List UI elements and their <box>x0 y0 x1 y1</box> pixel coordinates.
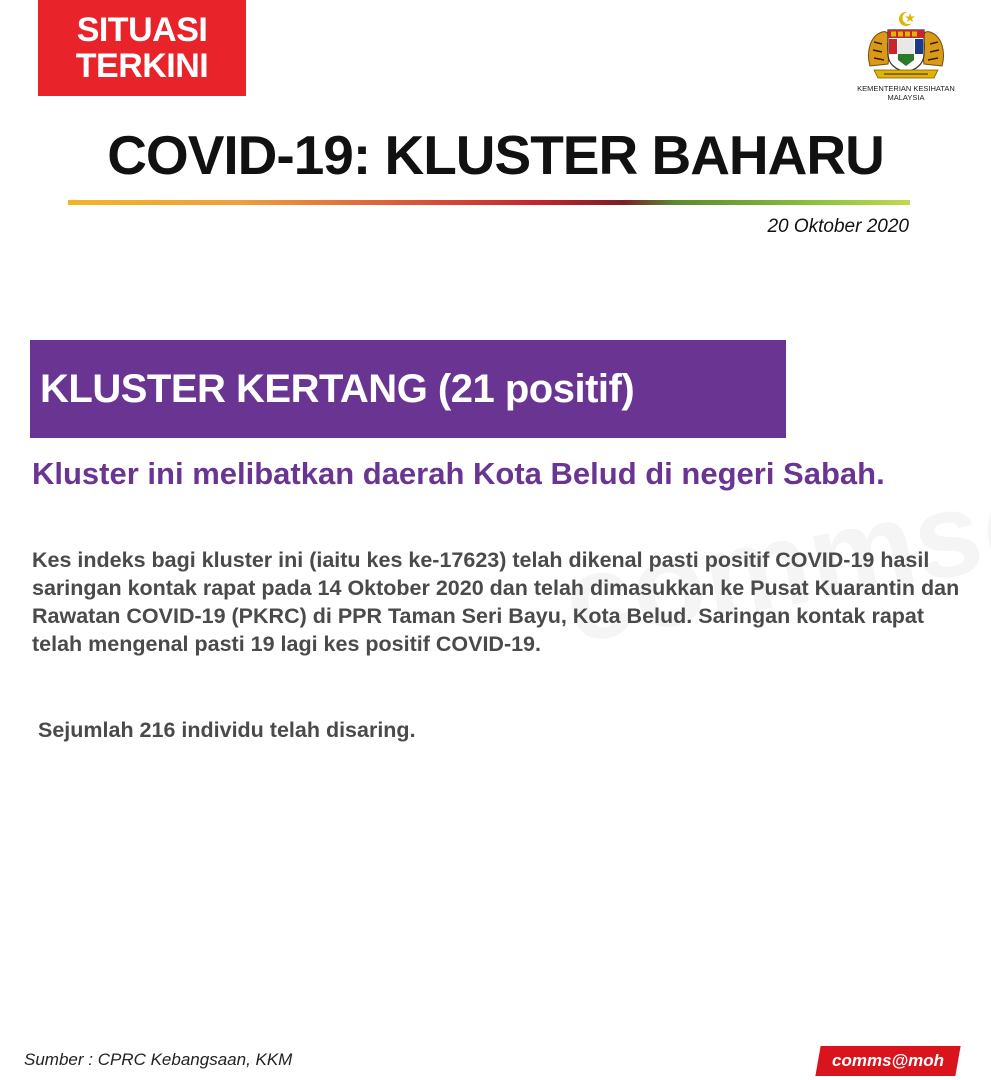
screening-summary: Sejumlah 216 individu telah disaring. <box>38 718 416 742</box>
ministry-name <box>857 84 955 102</box>
situasi-terkini-badge <box>38 0 246 96</box>
page-title: COVID-19: KLUSTER BAHARU <box>107 124 884 186</box>
ministry-name-line-1: KEMENTERIAN KESIHATAN <box>857 84 955 93</box>
case-description: Kes indeks bagi kluster ini (iaitu kes ke-17623) telah dikenal pasti positif COVID-19 hasil saringan kontak rapat pada 14 Oktober 2020 dan telah dimasukkan ke Pusat Kuarantin dan Rawatan COVID-19 (PKRC) di PPR Taman Seri Bayu, Kota Belud. Saringan kontak rapat telah mengenal pasti 19 lagi kes positif COVID-19. <box>32 548 960 656</box>
badge-line-1: SITUASI <box>76 11 208 49</box>
comms-moh-badge <box>815 1046 960 1076</box>
comms-moh-label: comms@moh <box>832 1051 944 1070</box>
source-note: Sumber : CPRC Kebangsaan, KKM <box>24 1050 293 1069</box>
badge-line-2: TERKINI <box>75 47 209 85</box>
ministry-logo <box>850 8 962 108</box>
ministry-name-line-2: MALAYSIA <box>887 93 925 102</box>
coat-of-arms-icon <box>860 8 952 82</box>
title-divider <box>68 200 910 205</box>
cluster-heading: KLUSTER KERTANG (21 positif) <box>30 340 786 438</box>
date-label: 20 Oktober 2020 <box>767 216 909 237</box>
cluster-location: Kluster ini melibatkan daerah Kota Belud di negeri Sabah. <box>32 456 885 491</box>
